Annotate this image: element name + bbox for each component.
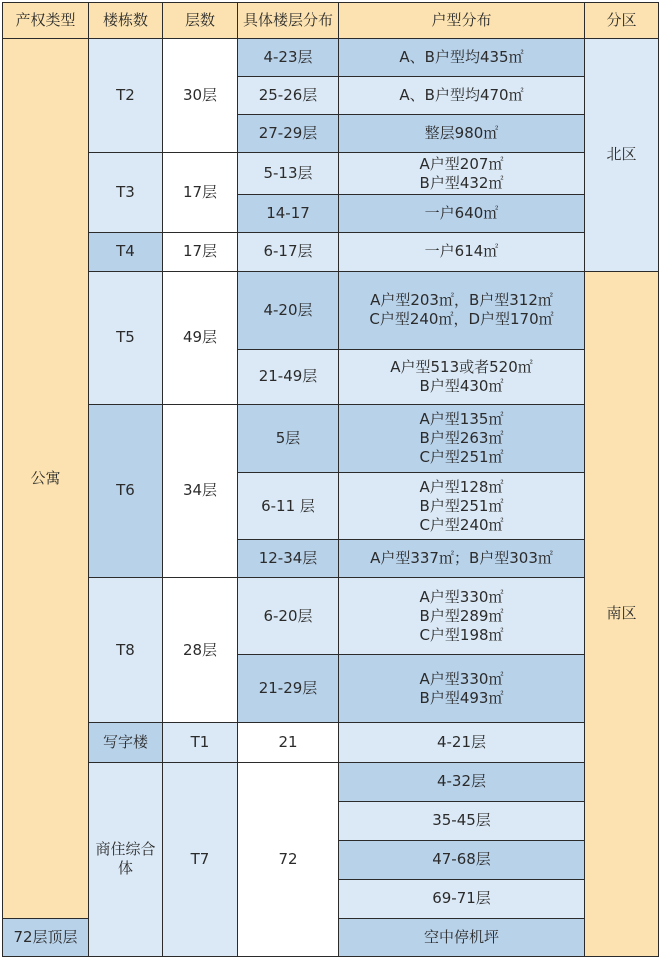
property-table [2, 2, 659, 957]
unit-line: A户型135㎡ [419, 409, 504, 428]
unit-line: B户型493㎡ [419, 688, 504, 707]
floor-range: 4-32层 [339, 762, 585, 801]
unit-layout [339, 233, 585, 271]
building-name: T7 [163, 762, 238, 956]
floor-range: 21-29层 [238, 655, 339, 723]
unit-layout [339, 578, 585, 655]
building-floors: 49层 [163, 271, 238, 404]
header-floors: 层数 [163, 3, 238, 39]
building-name: T6 [89, 404, 163, 577]
unit-layout [339, 271, 585, 349]
building-name: T8 [89, 578, 163, 723]
building-floors: 72 [238, 762, 339, 956]
unit-line: 空中停机坪 [423, 927, 499, 946]
table-row [3, 39, 659, 77]
unit-line: 一户614㎡ [424, 242, 499, 261]
unit-line: A户型337㎡；B户型303㎡ [370, 549, 553, 568]
floor-range: 69-71层 [339, 879, 585, 918]
category-mixed: 商住综合体 [89, 762, 163, 956]
building-floors: 28层 [163, 578, 238, 723]
floor-range: 72层顶层 [3, 918, 89, 956]
unit-line: B户型289㎡ [419, 606, 504, 625]
unit-layout [339, 77, 585, 115]
unit-line: B户型251㎡ [419, 496, 504, 515]
table-row [3, 578, 659, 655]
floor-range: 25-26层 [238, 77, 339, 115]
unit-line: A、B户型均435㎡ [399, 48, 524, 67]
floor-range: 47-68层 [339, 840, 585, 879]
unit-line: A户型330㎡ [419, 669, 504, 688]
building-name: T2 [89, 39, 163, 153]
floor-range: 12-34层 [238, 540, 339, 578]
floor-range: 6-17层 [238, 233, 339, 271]
table-row [3, 404, 659, 472]
zone-north: 北区 [585, 39, 659, 271]
category-office: 写字楼 [89, 723, 163, 762]
unit-layout [339, 115, 585, 153]
unit-layout [339, 404, 585, 472]
floor-range: 27-29层 [238, 115, 339, 153]
header-property-type: 产权类型 [3, 3, 89, 39]
unit-line: A户型203㎡，B户型312㎡ [370, 291, 553, 310]
floor-range: 21-49层 [238, 349, 339, 404]
table-row [3, 762, 659, 801]
floor-range: 5层 [238, 404, 339, 472]
unit-line: C户型251㎡ [419, 447, 504, 466]
building-floors: 30层 [163, 39, 238, 153]
unit-line: C户型240㎡，D户型170㎡ [369, 310, 554, 329]
unit-line: 一户640㎡ [424, 204, 499, 223]
zone-south: 南区 [585, 271, 659, 956]
table-row [3, 723, 659, 762]
unit-line: C户型240㎡ [419, 515, 504, 534]
floor-range: 35-45层 [339, 801, 585, 840]
unit-layout [339, 39, 585, 77]
table-row [3, 233, 659, 271]
header-unit-layout: 户型分布 [339, 3, 585, 39]
building-name: T4 [89, 233, 163, 271]
unit-layout [339, 918, 585, 956]
floor-range: 4-21层 [339, 723, 585, 762]
unit-layout [339, 472, 585, 539]
building-floors: 34层 [163, 404, 238, 577]
unit-line: B户型263㎡ [419, 428, 504, 447]
header-floor-range: 具体楼层分布 [238, 3, 339, 39]
building-name: T3 [89, 153, 163, 233]
unit-layout [339, 540, 585, 578]
building-floors: 17层 [163, 153, 238, 233]
floor-range: 6-11 层 [238, 472, 339, 539]
unit-layout [339, 655, 585, 723]
floor-range: 5-13层 [238, 153, 339, 195]
floor-range: 4-23层 [238, 39, 339, 77]
table-row [3, 153, 659, 195]
table-row [3, 271, 659, 349]
unit-line: B户型430㎡ [419, 376, 504, 395]
header-row [3, 3, 659, 39]
building-floors: 17层 [163, 233, 238, 271]
unit-line: A户型128㎡ [419, 477, 504, 496]
floor-range: 4-20层 [238, 271, 339, 349]
header-zone: 分区 [585, 3, 659, 39]
category-apartment: 公寓 [3, 39, 89, 919]
unit-layout [339, 153, 585, 195]
building-name: T5 [89, 271, 163, 404]
unit-layout [339, 349, 585, 404]
unit-line: A、B户型均470㎡ [399, 86, 524, 105]
unit-layout [339, 195, 585, 233]
floor-range: 14-17 [238, 195, 339, 233]
building-floors: 21 [238, 723, 339, 762]
unit-line: A户型207㎡ [419, 154, 504, 173]
header-building: 楼栋数 [89, 3, 163, 39]
unit-line: A户型330㎡ [419, 587, 504, 606]
unit-line: A户型513或者520㎡ [390, 357, 533, 376]
unit-line: B户型432㎡ [419, 173, 504, 192]
unit-line: C户型198㎡ [419, 625, 504, 644]
floor-range: 6-20层 [238, 578, 339, 655]
unit-line: 整层980㎡ [424, 124, 499, 143]
building-name: T1 [163, 723, 238, 762]
